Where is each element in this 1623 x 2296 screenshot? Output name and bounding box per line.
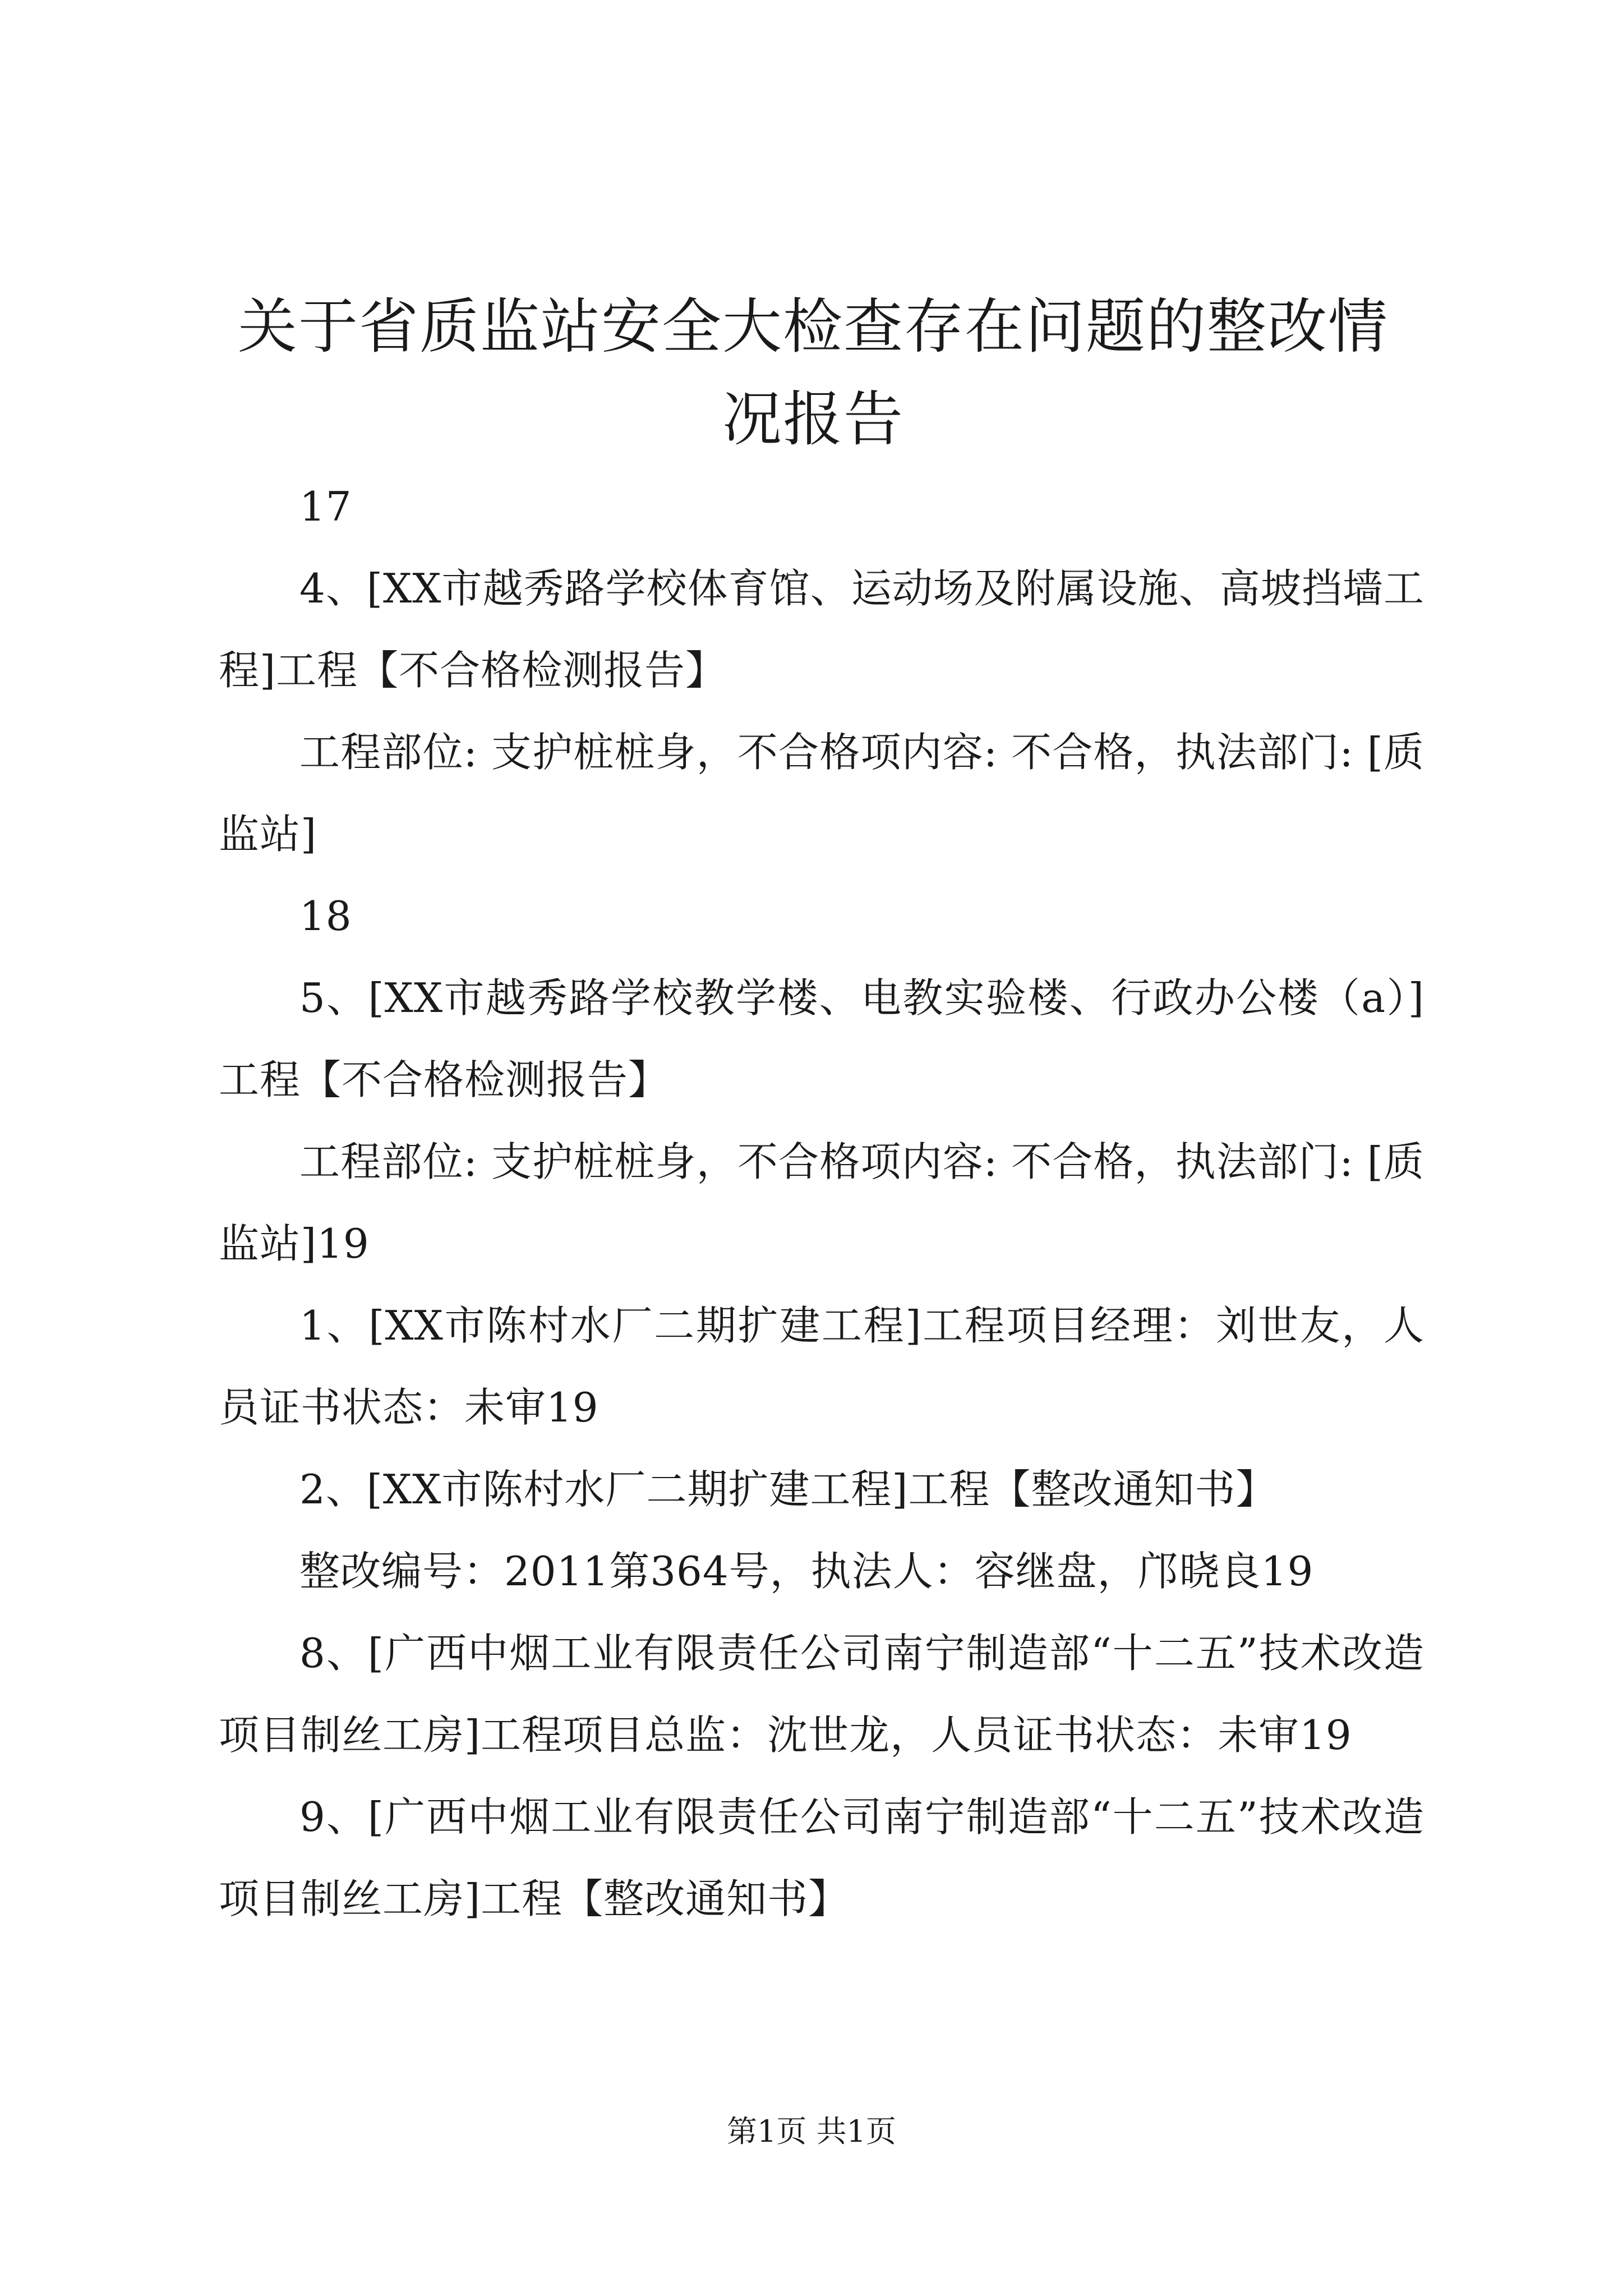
paragraph-project-2-notice: 2、[XX市陈村水厂二期扩建工程]工程【整改通知书】 xyxy=(299,1466,1277,1513)
document-body xyxy=(219,466,1424,1940)
paragraph-project-8-supervisor: 8、[广西中烟工业有限责任公司南宁制造部“十二五”技术改造项目制丝工房]工程项目总监：沈世龙，人员证书状态：未审19 xyxy=(219,1630,1424,1759)
paragraph-project-9-notice: 9、[广西中烟工业有限责任公司南宁制造部“十二五”技术改造项目制丝工房]工程【整改通知书】 xyxy=(219,1793,1424,1922)
page-number-footer: 第1页 共1页 xyxy=(727,2114,896,2149)
paragraph-project-1-manager: 1、[XX市陈村水厂二期扩建工程]工程项目经理：刘世友，人员证书状态：未审19 xyxy=(219,1302,1424,1431)
paragraph-item-number-18: 18 xyxy=(299,892,352,940)
document-title: 关于省质监站安全大检查存在问题的整改情况报告 xyxy=(238,292,1389,454)
paragraph-project-4-detail: 工程部位: 支护桩桩身，不合格项内容: 不合格，执法部门: [质监站] xyxy=(219,729,1424,858)
paragraph-item-number-17: 17 xyxy=(299,483,352,530)
paragraph-project-5-title: 5、[XX市越秀路学校教学楼、电教实验楼、行政办公楼（a）]工程【不合格检测报告】 xyxy=(219,974,1424,1103)
paragraph-project-2-notice-detail: 整改编号：2011第364号，执法人：容继盘，邝晓良19 xyxy=(299,1548,1314,1595)
paragraph-project-4-title: 4、[XX市越秀路学校体育馆、运动场及附属设施、高坡挡墙工程]工程【不合格检测报告】 xyxy=(219,565,1424,694)
paragraph-project-5-detail: 工程部位: 支护桩桩身，不合格项内容: 不合格，执法部门: [质监站]19 xyxy=(219,1138,1424,1267)
